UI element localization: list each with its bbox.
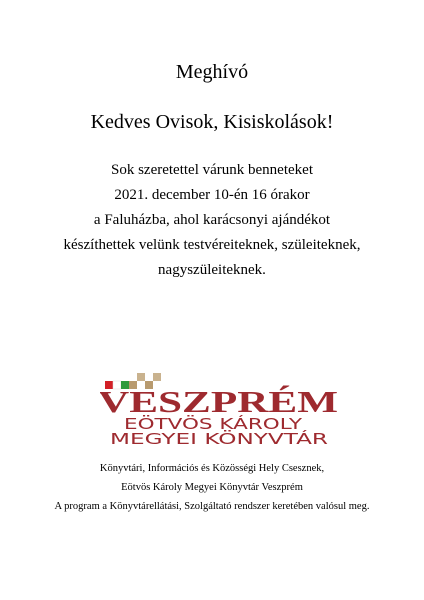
body-line: készíthettek velünk testvéreiteknek, szüleiteknek,: [63, 237, 361, 253]
greeting: Kedves Ovisok, Kisiskolások!: [90, 111, 334, 133]
footer-line: Eötvös Károly Megyei Könyvtár Veszprém: [121, 482, 303, 493]
footer-line: Könyvtári, Információs és Közösségi Hely Csesznek,: [99, 463, 325, 474]
invitation-body: [0, 160, 424, 285]
footer-line: A program a Könyvtárellátási, Szolgáltató rendszer keretében valósul meg.: [54, 501, 370, 512]
library-logo: [100, 372, 340, 452]
body-line: 2021. december 10-én 16 órakor: [114, 187, 310, 203]
body-line: a Faluházba, ahol karácsonyi ajándékot: [93, 212, 331, 228]
logo-line2-text: MEGYEI KÖNYVTÁR: [110, 430, 252, 448]
logo-line1-text: EÖTVÖS KÁROLY: [124, 415, 249, 433]
checker-square: [153, 373, 161, 381]
checker-square: [137, 373, 145, 381]
logo-city-text: VESZPRÉM: [100, 384, 338, 419]
library-logo-graphic: [100, 372, 340, 452]
invitation-heading: Meghívó: [175, 61, 249, 83]
footer: [0, 462, 424, 519]
body-line: Sok szeretettel várunk benneteket: [110, 162, 313, 178]
body-line: nagyszüleiteknek.: [158, 262, 266, 278]
